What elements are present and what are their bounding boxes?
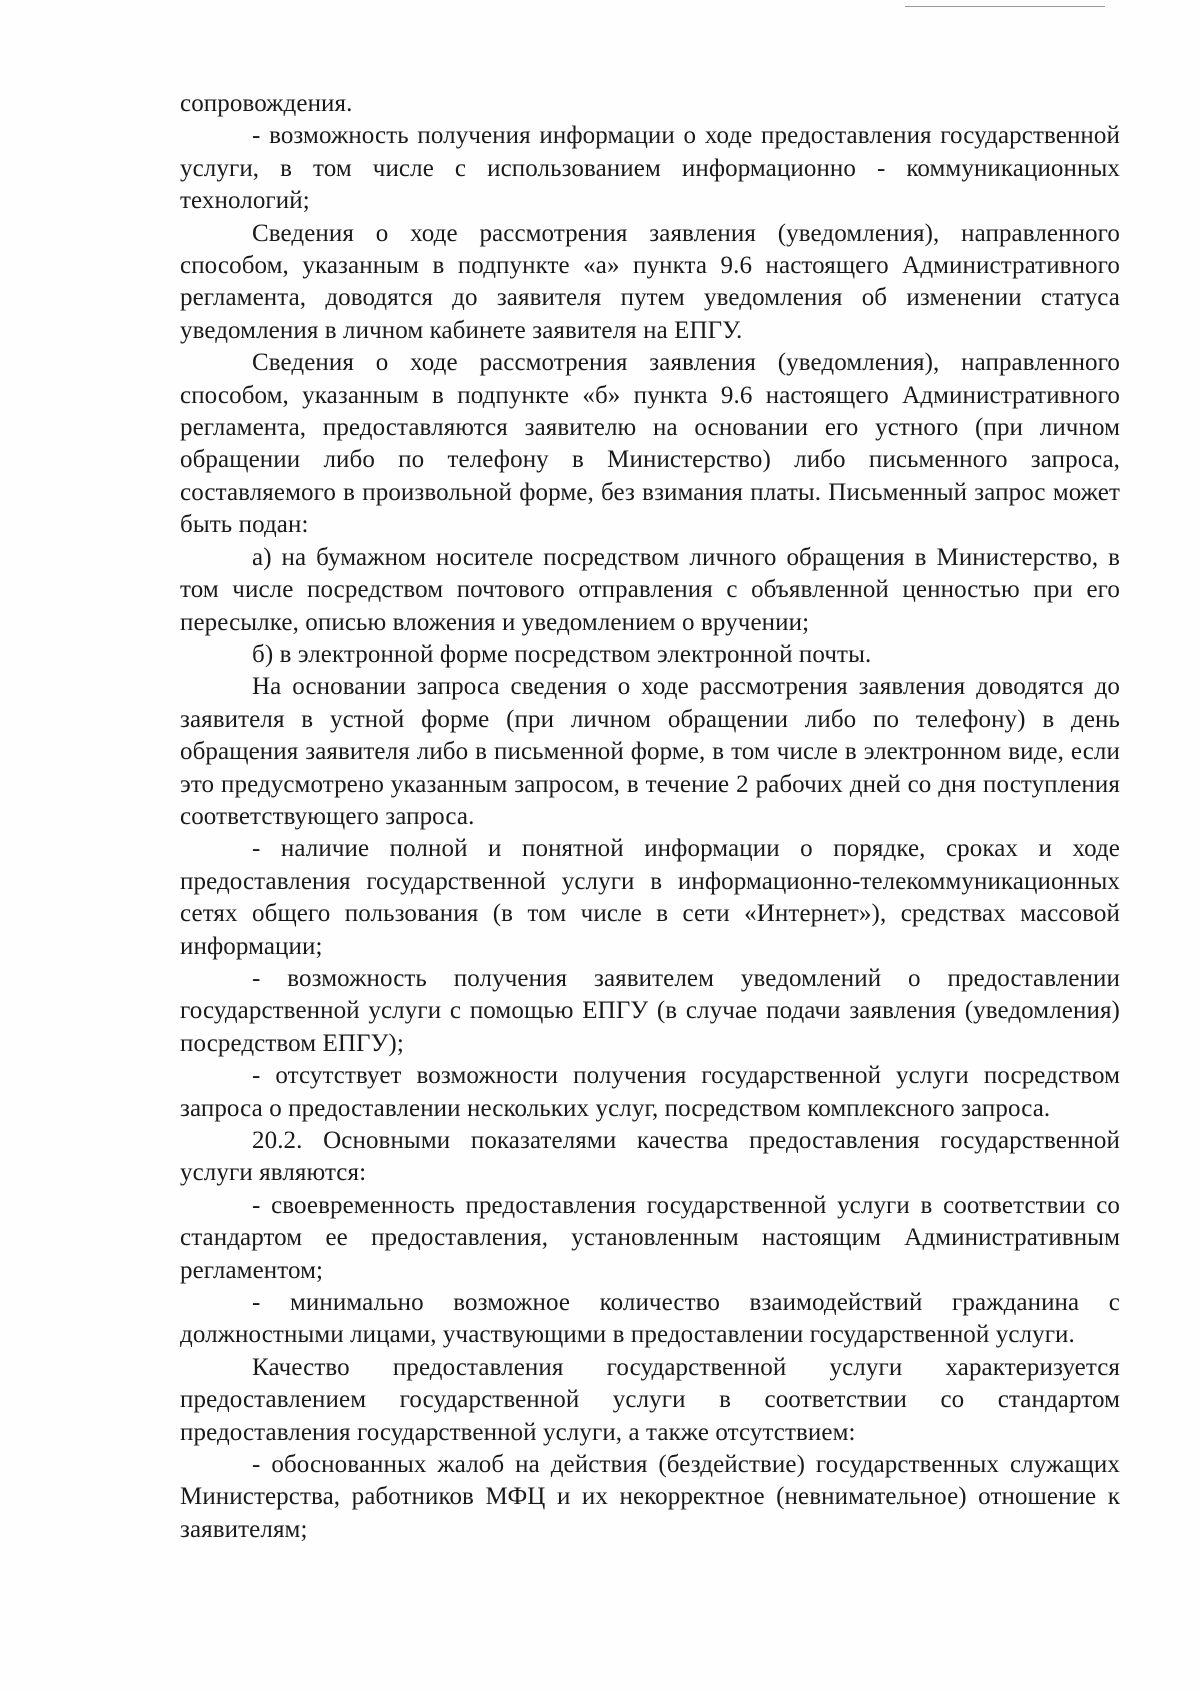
paragraph-status-request: Сведения о ходе рассмотрения заявления (уведомления), направленного способом, указанным в подпункте «б» пункта 9.6 настоящего Административного регламента, предоставляются заявителю на основании его устного (при личном обращении либо по телефону в Министерство) либо письменного запроса, составляемого в произвольной форме, без взимания платы. Письменный запрос может быть подан: bbox=[180, 349, 1120, 539]
document-body bbox=[180, 88, 1120, 1546]
paragraph-request-response: На основании запроса сведения о ходе рассмотрения заявления доводятся до заявителя в устной форме (при личном обращении либо по телефону) в день обращения заявителя либо в письменной форме, в том числе в электронном виде, если это предусмотрено указанным запросом, в течение 2 рабочих дней со дня поступления соответствующего запроса. bbox=[180, 673, 1120, 830]
paragraph-quality: Качество предоставления государственной услуги характеризуется предоставлением государственной услуги в соответствии со стандартом предоставления государственной услуги, а также отсутствием: bbox=[180, 1353, 1120, 1446]
paragraph-complex-request: - отсутствует возможности получения государственной услуги посредством запроса о предоставлении нескольких услуг, посредством комплексного запроса. bbox=[180, 1062, 1120, 1122]
paragraph-section-20-2: 20.2. Основными показателями качества предоставления государственной услуги являются: bbox=[180, 1127, 1120, 1187]
paragraph-timeliness: - своевременность предоставления государственной услуги в соответствии со стандартом ее предоставления, установленным настоящим Административным регламентом; bbox=[180, 1191, 1120, 1284]
paragraph-continuation: сопровождения. bbox=[180, 90, 353, 117]
paragraph-item-a: а) на бумажном носителе посредством личного обращения в Министерство, в том числе посредством почтового отправления с объявленной ценностью при его пересылке, описью вложения и уведомлением о вручении; bbox=[180, 543, 1120, 636]
paragraph-item-b: б) в электронной форме посредством электронной почты. bbox=[252, 640, 872, 668]
top-edge-rule bbox=[905, 6, 1105, 7]
paragraph-status-epgu: Сведения о ходе рассмотрения заявления (уведомления), направленного способом, указанным в подпункте «а» пункта 9.6 настоящего Административного регламента, доводятся до заявителя путем уведомления об изменении статуса уведомления в личном кабинете заявителя на ЕПГУ. bbox=[180, 219, 1120, 344]
paragraph-info-availability: - наличие полной и понятной информации о порядке, сроках и ходе предоставления государственной услуги в информационно-телекоммуникационных сетях общего пользования (в том числе в сети «Интернет»), средствах массовой информации; bbox=[180, 835, 1120, 960]
paragraph-complaints: - обоснованных жалоб на действия (бездействие) государственных служащих Министерства, работников МФЦ и их некорректное (невнимательное) отношение к заявителям; bbox=[180, 1451, 1120, 1543]
paragraph-min-interactions: - минимально возможное количество взаимодействий гражданина с должностными лицами, участвующими в предоставлении государственной услуги. bbox=[180, 1289, 1120, 1349]
paragraph-notifications: - возможность получения заявителем уведомлений о предоставлении государственной услуги с помощью ЕПГУ (в случае подачи заявления (уведомления) посредством ЕПГУ); bbox=[180, 964, 1120, 1057]
paragraph-info-possibility: - возможность получения информации о ходе предоставления государственной услуги, в том числе с использованием информационно - коммуникационных технологий; bbox=[180, 122, 1120, 215]
